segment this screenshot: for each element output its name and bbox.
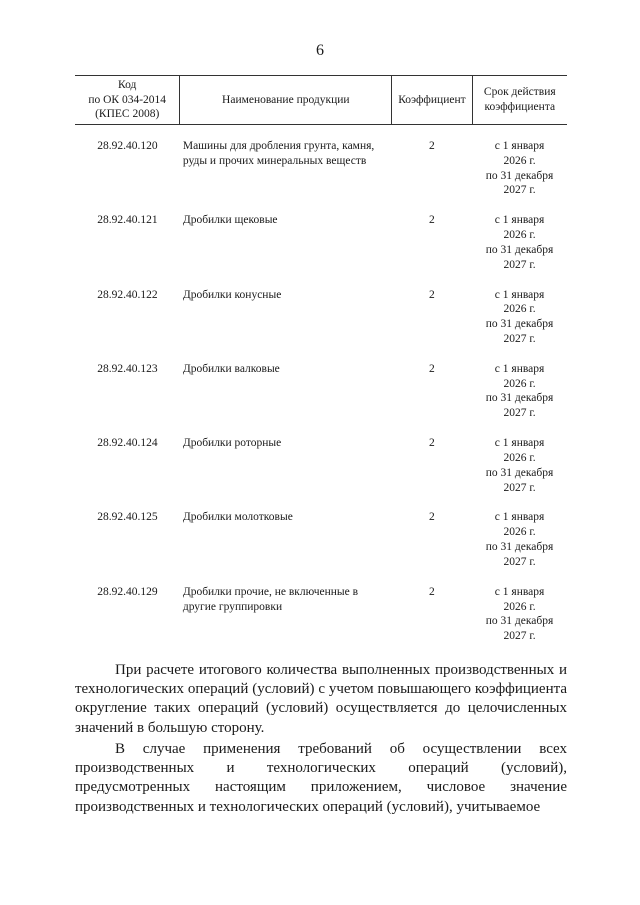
period-line: 2026 г. xyxy=(503,154,536,167)
period-line: 2027 г. xyxy=(503,407,536,420)
period-line: 2026 г. xyxy=(503,303,536,316)
cell-name-text: Дробилки конусные xyxy=(182,288,282,301)
period-line: 2027 г. xyxy=(503,630,536,643)
table-row xyxy=(75,288,567,362)
page-number: 6 xyxy=(316,42,324,59)
cell-name-text: Дробилки щековые xyxy=(182,214,278,227)
header-period-line: Срок действия xyxy=(483,86,556,99)
header-code-line: по ОК 034-2014 xyxy=(88,93,167,106)
cell-period xyxy=(472,288,567,362)
period-line: по 31 декабря xyxy=(485,615,554,628)
period-line: с 1 января xyxy=(494,437,545,450)
period-line: 2026 г. xyxy=(503,526,536,539)
cell-name-text: Дробилки роторные xyxy=(182,437,282,450)
period-line: 2027 г. xyxy=(503,258,536,271)
cell-name-text: Дробилки валковые xyxy=(182,362,280,375)
cell-code: 28.92.40.122 xyxy=(97,288,158,301)
cell-coef: 2 xyxy=(429,362,435,375)
header-code xyxy=(75,76,180,125)
table-row xyxy=(75,510,567,584)
cell-code: 28.92.40.125 xyxy=(97,511,158,524)
cell-name xyxy=(180,213,392,287)
period-line: с 1 января xyxy=(494,511,545,524)
cell-name-text: Дробилки прочие, не включенные в другие группировки xyxy=(182,585,359,613)
cell-code: 28.92.40.120 xyxy=(97,140,158,152)
cell-coef: 2 xyxy=(429,585,435,598)
period-line: 2026 г. xyxy=(503,377,536,390)
cell-coef: 2 xyxy=(429,511,435,524)
cell-coef: 2 xyxy=(429,140,435,152)
cell-code: 28.92.40.129 xyxy=(97,585,158,598)
period-line: по 31 декабря xyxy=(485,466,554,479)
table-row xyxy=(75,213,567,287)
cell-name xyxy=(180,362,392,436)
table-row xyxy=(75,362,567,436)
product-table xyxy=(75,75,567,659)
table-row xyxy=(75,436,567,510)
period-line: с 1 января xyxy=(494,140,545,152)
cell-code: 28.92.40.124 xyxy=(97,437,158,450)
cell-name xyxy=(180,510,392,584)
cell-code: 28.92.40.123 xyxy=(97,362,158,375)
cell-name xyxy=(180,585,392,659)
cell-code: 28.92.40.121 xyxy=(97,214,158,227)
header-name: Наименование продукции xyxy=(180,76,392,125)
cell-period xyxy=(472,362,567,436)
header-coef: Коэффициент xyxy=(392,76,472,125)
period-line: 2026 г. xyxy=(503,229,536,242)
period-line: 2026 г. xyxy=(503,451,536,464)
period-line: по 31 декабря xyxy=(485,169,554,182)
header-code-line: Код xyxy=(117,78,137,91)
period-line: с 1 января xyxy=(494,362,545,375)
table-row xyxy=(75,125,567,214)
cell-name-text: Дробилки молотковые xyxy=(182,511,293,524)
cell-name xyxy=(180,125,392,214)
period-line: по 31 декабря xyxy=(485,392,554,405)
cell-coef: 2 xyxy=(429,288,435,301)
body-paragraph: В случае применения требований об осуществлении всех производственных и технологических операций (условий), предусмотренных настоящим приложением, числовое значение производственных и технологических операций (условий), учитываемое xyxy=(75,741,567,815)
body-paragraph: При расчете итогового количества выполненных производственных и технологических операций (условий) с учетом повышающего коэффициента округление таких операций (условий) осуществляется до целочисленных значений в большую сторону. xyxy=(75,662,567,736)
period-line: по 31 декабря xyxy=(485,243,554,256)
header-code-line: (КПЕС 2008) xyxy=(95,108,160,121)
period-line: 2027 г. xyxy=(503,555,536,568)
period-line: 2027 г. xyxy=(503,184,536,197)
cell-name xyxy=(180,436,392,510)
cell-name-text: Машины для дробления грунта, камня, руды и прочих минеральных веществ xyxy=(182,140,375,167)
table-row xyxy=(75,585,567,659)
cell-period xyxy=(472,125,567,214)
period-line: с 1 января xyxy=(494,288,545,301)
cell-period xyxy=(472,436,567,510)
period-line: с 1 января xyxy=(494,585,545,598)
cell-period xyxy=(472,213,567,287)
header-period xyxy=(472,76,567,125)
period-line: с 1 января xyxy=(494,214,545,227)
period-line: по 31 декабря xyxy=(485,541,554,554)
table-header-row xyxy=(75,76,567,125)
period-line: 2027 г. xyxy=(503,332,536,345)
cell-coef: 2 xyxy=(429,214,435,227)
cell-coef: 2 xyxy=(429,437,435,450)
header-period-line: коэффициента xyxy=(484,101,556,113)
period-line: по 31 декабря xyxy=(485,318,554,331)
cell-period xyxy=(472,585,567,659)
period-line: 2027 г. xyxy=(503,481,536,494)
cell-period xyxy=(472,510,567,584)
cell-name xyxy=(180,288,392,362)
period-line: 2026 г. xyxy=(503,600,536,613)
